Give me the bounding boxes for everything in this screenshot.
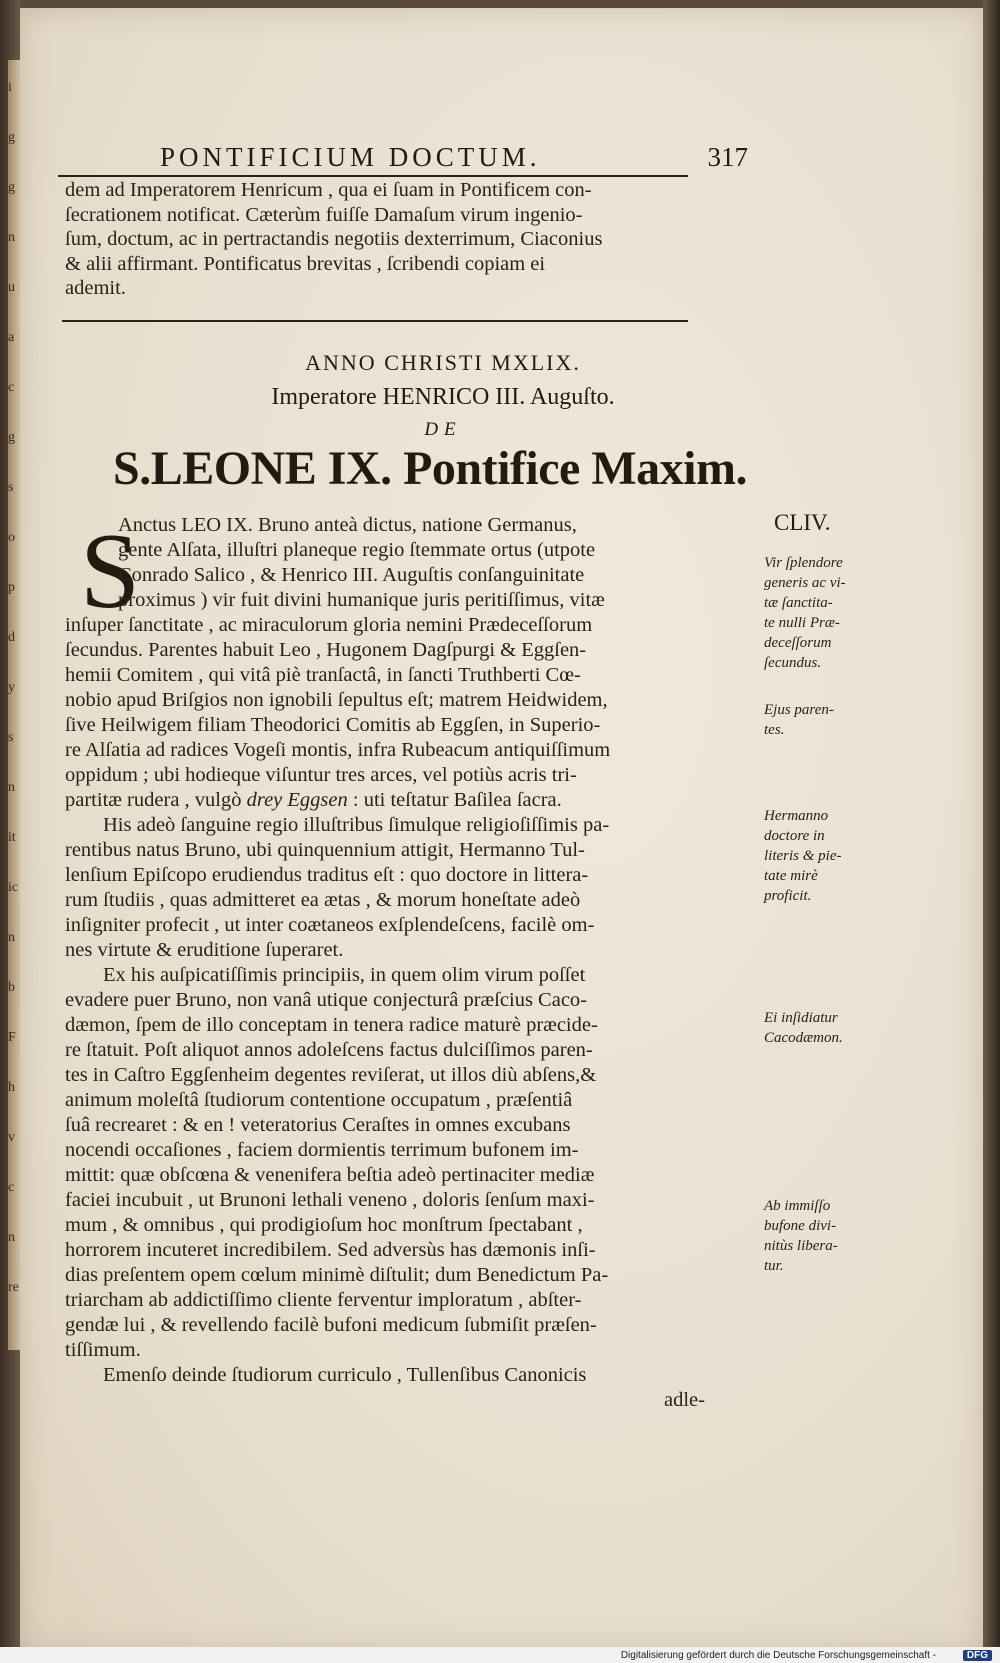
text-line: His adeò ſanguine regio illuſtribus ſimulque religioſiſſimis pa- xyxy=(103,814,610,836)
marginal-line: tæ ſanctita- xyxy=(764,595,833,611)
edge-glyph: n xyxy=(8,1230,15,1245)
marginal-line: deceſſorum xyxy=(764,635,832,651)
edge-glyph: g xyxy=(8,130,15,145)
marginal-line: Ab immiſſo xyxy=(764,1198,831,1214)
page-number: 317 xyxy=(707,142,748,172)
edge-glyph: b xyxy=(8,980,15,995)
text-segment: partitæ rudera , vulgò xyxy=(65,789,242,811)
funding-credit: Digitalisierung gefördert durch die Deutsche Forschungsgemeinschaft - xyxy=(620,1650,936,1661)
text-line: lenſium Epiſcopo erudiendus traditus eſt : quo doctore in littera- xyxy=(65,864,589,886)
text-line: ſecundus. Parentes habuit Leo , Hugonem Dagſpurgi & Eggſen- xyxy=(65,639,587,661)
edge-glyph: i xyxy=(8,80,12,95)
edge-glyph: g xyxy=(8,430,15,445)
marginal-line: Hermanno xyxy=(764,808,829,824)
text-line: dem ad Imperatorem Henricum , qua ei ſuam in Pontificem con- xyxy=(65,179,592,201)
anno-line: ANNO CHRISTI MXLIX. xyxy=(305,350,581,375)
text-line: rentibus natus Bruno, ubi quinquennium attigit, Hermanno Tul- xyxy=(65,839,585,861)
text-line: & alii affirmant. Pontificatus brevitas , ſcribendi copiam ei xyxy=(65,252,546,275)
edge-glyph: re xyxy=(8,1280,19,1295)
text-line: ademit. xyxy=(65,277,126,299)
text-line: Emenſo deinde ſtudiorum curriculo , Tullenſibus Canonicis xyxy=(103,1364,587,1386)
text-line: dæmon, ſpem de illo conceptam in tenera radice maturè præcide- xyxy=(65,1014,598,1036)
marginal-line: Cacodæmon. xyxy=(764,1030,843,1046)
marginal-line: doctore in xyxy=(764,828,825,844)
text-line: gente Alſata, illuſtri planeque regio ſtemmate ortus (utpote xyxy=(118,539,596,561)
edge-glyph: p xyxy=(8,580,15,595)
text-line: ſecrationem notificat. Cæterùm fuiſſe Damaſum virum ingenio- xyxy=(65,203,583,226)
marginal-line: ſecundus. xyxy=(764,655,822,671)
paragraph-1 xyxy=(65,613,710,1413)
text-line: tes in Caſtro Eggſenheim degentes reviſerat, ut illos diù abſens,& xyxy=(65,1064,597,1086)
marginal-note xyxy=(764,806,864,906)
catchword: adle- xyxy=(664,1389,705,1411)
text-line: Anctus LEO IX. Bruno anteà dictus, natione Germanus, xyxy=(118,514,577,536)
text-line: ſum, doctum, ac in pertractandis negotiis dexterrimum, Ciaconius xyxy=(65,228,603,250)
chapter-title: S.LEONE IX. Pontifice Maxim. xyxy=(113,442,747,495)
edge-glyph: v xyxy=(8,1130,15,1145)
page-header xyxy=(138,140,748,176)
text-line: dias preſentem opem cœlum minimè diſtulit; dum Benedictum Pa- xyxy=(65,1264,609,1286)
text-line: evadere puer Bruno, non vanâ utique conjecturâ præſcius Caco- xyxy=(65,989,587,1011)
text-line: Conrado Salico , & Henrico III. Auguſtis conſanguinitate xyxy=(118,564,585,586)
text-line: proximus ) vir fuit divini humanique juris peritiſſimus, vitæ xyxy=(118,589,605,611)
edge-glyph: s xyxy=(8,730,14,745)
digitization-footer xyxy=(0,1647,1000,1663)
text-line: gendæ lui , & revellendo facilè bufoni medicum ſubmiſit præſen- xyxy=(65,1314,597,1336)
text-line: ſive Heilwigem filiam Theodorici Comitis ab Eggſen, in Superio- xyxy=(65,714,601,736)
marginal-line: proficit. xyxy=(764,888,812,904)
section-rule xyxy=(62,320,688,322)
edge-glyph: c xyxy=(8,1180,15,1195)
text-line: animum moleſtâ ſtudiorum contentione occupatum , præſentiâ xyxy=(65,1089,573,1111)
dfg-logo: DFG xyxy=(963,1650,992,1661)
marginal-note xyxy=(764,700,864,740)
text-line: triarcham ab addictiſſimo cliente ferventur imploratum , abſter- xyxy=(65,1289,582,1311)
text-line: mum , & omnibus , qui prodigioſum hoc monſtrum ſpectabant , xyxy=(65,1214,583,1236)
edge-glyph: c xyxy=(8,380,15,395)
text-line: tiſſimum. xyxy=(65,1339,141,1361)
edge-glyph: s xyxy=(8,480,14,495)
text-line: rum ſtudiis , quas admitteret ea ætas , & morum honeſtate adeò xyxy=(65,889,581,911)
running-head: PONTIFICIUM DOCTUM. xyxy=(160,142,541,172)
text-line: hemii Comitem , qui vitâ piè tranſactâ, in ſancti Truthberti Cœ- xyxy=(65,664,581,686)
marginal-line: Ejus paren- xyxy=(764,702,834,718)
chapter-number: CLIV. xyxy=(774,510,831,535)
marginal-line: generis ac vi- xyxy=(764,575,846,591)
imperatore-line: Imperatore HENRICO III. Auguſto. xyxy=(271,384,615,410)
text-line: inſigniter profecit , ut inter coætaneos exſplendeſcens, facilè om- xyxy=(65,914,595,936)
book-page xyxy=(20,8,983,1653)
text-line xyxy=(65,788,710,813)
marginal-line: te nulli Præ- xyxy=(764,615,840,631)
paragraph-1-opening xyxy=(118,513,708,613)
edge-glyph: n xyxy=(8,230,15,245)
edge-glyph: a xyxy=(8,330,15,345)
marginal-line: tate mirè xyxy=(764,868,818,884)
text-line: inſuper ſanctitate , ac miraculorum gloria nemini Prædeceſſorum xyxy=(65,614,593,636)
text-line: re Alſatia ad radices Vogeſi montis, infra Rubeacum antiquiſſimum xyxy=(65,739,611,761)
italic-place-name: drey Eggsen xyxy=(246,789,348,811)
text-line: nocendi occaſiones , faciem dormientis terrimum bufonem im- xyxy=(65,1139,579,1161)
text-line: oppidum ; ubi hodieque viſuntur tres arces, vel potiùs acris tri- xyxy=(65,764,577,786)
de-line: DE xyxy=(424,419,462,440)
edge-glyph: it xyxy=(8,830,16,845)
edge-glyph: u xyxy=(8,280,15,295)
text-line: horrorem incuteret incredibilem. Sed adversùs has dæmonis inſi- xyxy=(65,1239,596,1261)
text-line: ſuâ recrearet : & en ! veteratorius Ceraſtes in omnes excubans xyxy=(65,1114,571,1136)
marginal-note xyxy=(764,553,864,673)
edge-glyph: n xyxy=(8,780,15,795)
intro-paragraph xyxy=(65,178,705,301)
marginal-line: Vir ſplendore xyxy=(764,555,843,571)
edge-glyph: ic xyxy=(8,880,19,895)
marginal-note xyxy=(764,1196,864,1276)
marginal-line: tur. xyxy=(764,1258,784,1274)
marginal-line: Ei inſidiatur xyxy=(764,1010,838,1026)
text-line: faciei incubuit , ut Brunoni lethali veneno , doloris ſenſum maxi- xyxy=(65,1189,595,1211)
marginal-line: bufone divi- xyxy=(764,1218,837,1234)
marginal-note xyxy=(764,1008,864,1048)
text-line: Ex his auſpicatiſſimis principiis, in quem olim virum poſſet xyxy=(103,964,586,986)
scan-right-border xyxy=(983,0,1000,1663)
marginal-line: nitùs libera- xyxy=(764,1238,838,1254)
text-line: re ſtatuit. Poſt aliquot annos adoleſcens factus dulciſſimos paren- xyxy=(65,1039,593,1061)
edge-glyph: d xyxy=(8,630,15,645)
edge-glyph: n xyxy=(8,930,15,945)
edge-glyph: h xyxy=(8,1080,15,1095)
edge-glyph: o xyxy=(8,530,15,545)
edge-glyph: g xyxy=(8,180,15,195)
drop-cap: S xyxy=(80,512,141,631)
text-line: mittit: quæ obſcœna & venenifera beſtia adeò pertinaciter mediæ xyxy=(65,1164,595,1186)
header-rule xyxy=(58,175,688,177)
marginal-line: tes. xyxy=(764,722,785,738)
edge-glyph: y xyxy=(8,680,15,695)
edge-glyph: F xyxy=(8,1030,16,1045)
marginal-line: literis & pie- xyxy=(764,848,842,864)
text-line: nes virtute & eruditione ſuperaret. xyxy=(65,939,344,961)
text-line: nobio apud Briſgios non ignobili ſepultus eſt; matrem Heidwidem, xyxy=(65,689,608,711)
text-segment: : uti teſtatur Baſilea ſacra. xyxy=(352,789,562,811)
